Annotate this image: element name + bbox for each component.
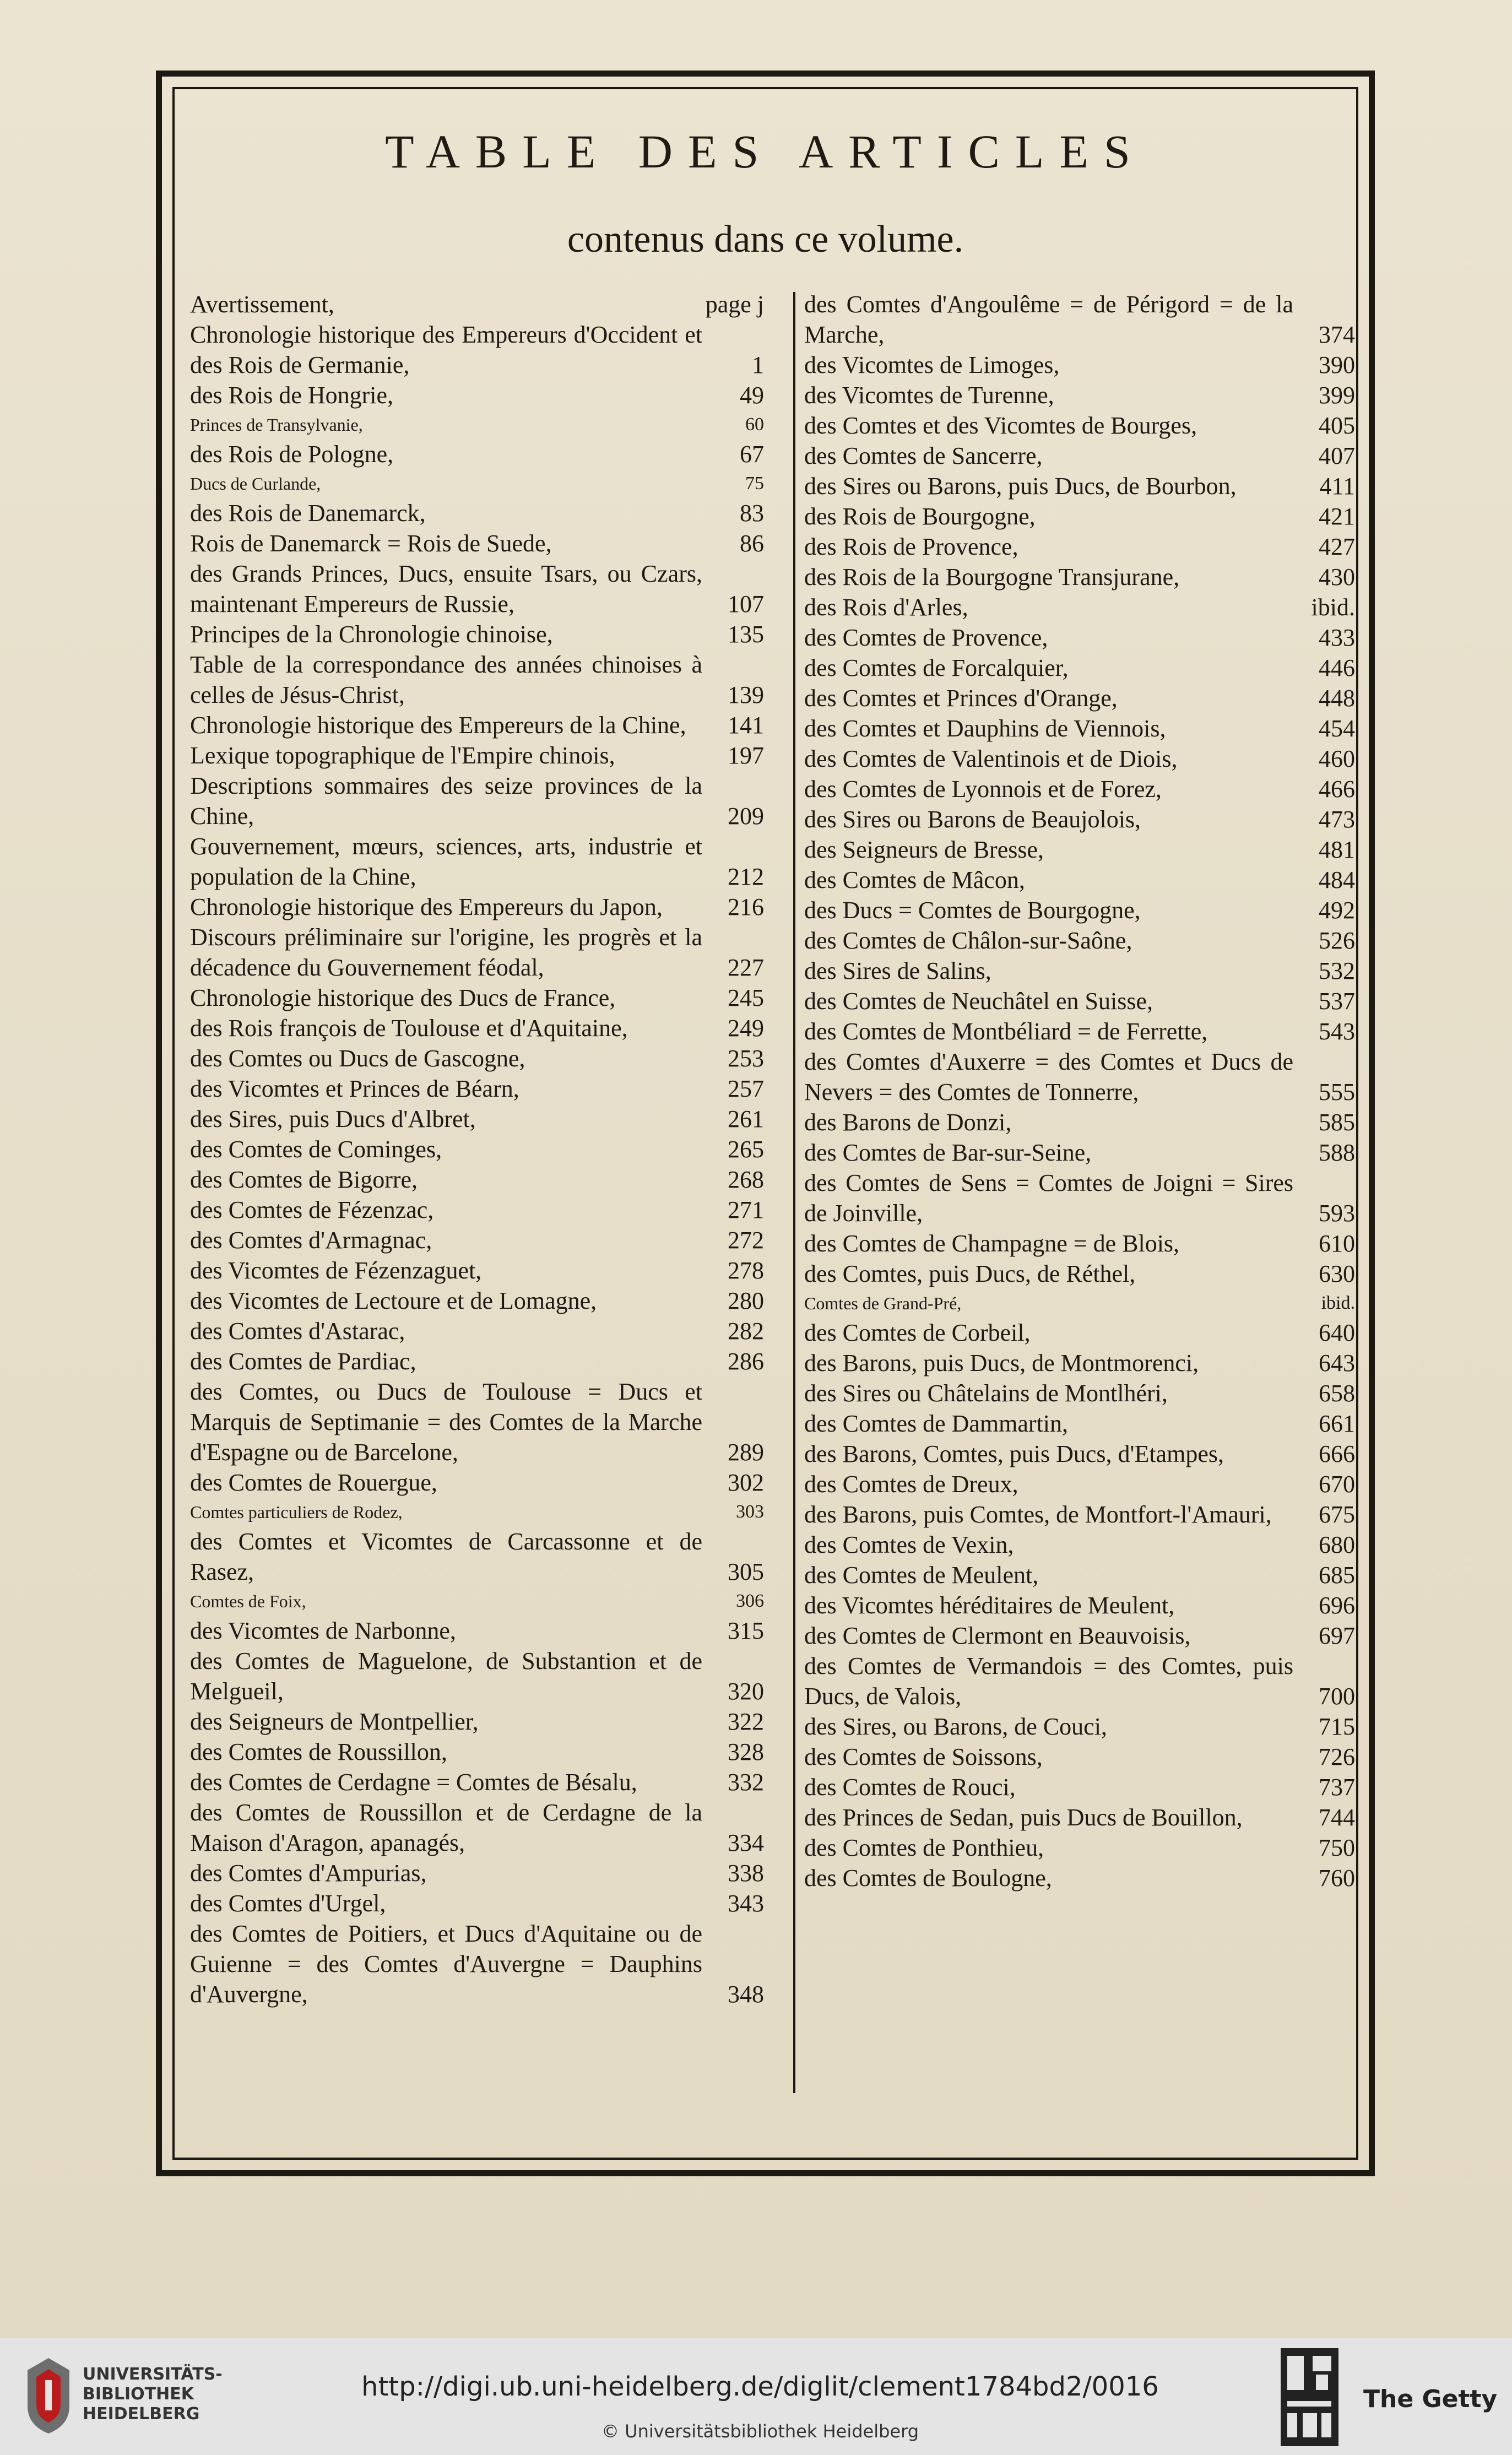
toc-entry-page: 726 [1319, 1743, 1355, 1770]
toc-entry-page: 374 [1319, 321, 1355, 348]
toc-entry [190, 1316, 764, 1346]
toc-entry-page: 332 [728, 1769, 764, 1796]
toc-entry-title: Chronologie historique des Ducs de France, [190, 984, 616, 1011]
toc-entry-page: 466 [1319, 776, 1355, 803]
toc-entry [804, 865, 1355, 895]
toc-entry [804, 380, 1355, 410]
toc-entry-page: 526 [1319, 927, 1355, 954]
toc-entry [190, 1074, 764, 1104]
permalink-url[interactable]: http://digi.ub.uni-heidelberg.de/diglit/clement1784bd2/0016 [361, 2371, 1159, 2402]
right-column [804, 289, 1355, 1893]
toc-entry-page: 272 [728, 1227, 764, 1254]
toc-entry-page: 433 [1319, 624, 1355, 651]
toc-entry-title: des Vicomtes de Narbonne, [190, 1617, 456, 1644]
toc-entry-page: 407 [1319, 442, 1355, 469]
toc-entry-page: 411 [1319, 473, 1355, 500]
toc-entry-page: 216 [728, 893, 764, 920]
toc-entry-page: 305 [728, 1558, 764, 1585]
toc-entry-title: des Comtes de Poitiers, et Ducs d'Aquitaine ou de Guienne = des Comtes d'Auvergne = Dauphins d'Auvergne, [190, 1920, 702, 2008]
toc-entry [190, 1164, 764, 1195]
toc-entry-title: Princes de Transylvanie, [190, 415, 363, 435]
toc-entry [190, 1706, 764, 1737]
toc-entry-title: Comtes de Grand-Pré, [804, 1293, 962, 1313]
toc-entry-page: 405 [1319, 412, 1355, 439]
toc-entry-title: des Comtes de Maguelone, de Substantion et de Melgueil, [190, 1647, 702, 1705]
toc-entry [804, 1863, 1355, 1893]
toc-entry [190, 1043, 764, 1074]
toc-entry-page: 282 [728, 1318, 764, 1345]
toc-entry [190, 1797, 764, 1858]
toc-entry-title: des Comtes de Fézenzac, [190, 1196, 434, 1223]
toc-entry-title: des Comtes d'Ampurias, [190, 1860, 427, 1887]
toc-entry-title: des Vicomtes de Fézenzaguet, [190, 1257, 482, 1284]
toc-entry [804, 683, 1355, 713]
toc-entry-title: des Vicomtes et Princes de Béarn, [190, 1075, 519, 1102]
toc-entry [804, 1348, 1355, 1378]
toc-entry [804, 562, 1355, 592]
toc-entry-title: des Comtes de Cerdagne = Comtes de Bésalu, [190, 1769, 637, 1796]
toc-entry-page: 139 [728, 681, 764, 708]
toc-entry-title: des Rois de Pologne, [190, 441, 394, 468]
toc-entry [190, 649, 764, 710]
toc-entry-page: 261 [728, 1105, 764, 1132]
toc-entry-title: des Comtes de Bar-sur-Seine, [804, 1139, 1092, 1166]
toc-entry-page: 630 [1319, 1260, 1355, 1287]
toc-entry [804, 471, 1355, 501]
toc-entry-page: 737 [1319, 1774, 1355, 1801]
toc-entry [804, 1289, 1355, 1318]
toc-entry-title: des Comtes de Lyonnois et de Forez, [804, 776, 1162, 803]
toc-entry-page: 588 [1319, 1139, 1355, 1166]
toc-entry [804, 834, 1355, 865]
toc-entry [804, 350, 1355, 380]
left-column [190, 289, 764, 2009]
toc-entry [804, 1107, 1355, 1137]
toc-entry-page: 343 [728, 1890, 764, 1917]
toc-entry [190, 1858, 764, 1888]
getty-logo-icon [1281, 2348, 1338, 2446]
toc-entry-page: 107 [728, 590, 764, 617]
toc-entry-page: 675 [1319, 1501, 1355, 1528]
toc-entry [804, 501, 1355, 532]
toc-entry [190, 892, 764, 922]
toc-entry-title: des Comtes de Boulogne, [804, 1865, 1052, 1892]
toc-entry-title: des Comtes d'Astarac, [190, 1318, 405, 1345]
toc-entry-page: 322 [728, 1708, 764, 1735]
toc-entry [804, 653, 1355, 683]
toc-entry [190, 619, 764, 649]
toc-entry-page: 268 [728, 1166, 764, 1193]
toc-entry [804, 1016, 1355, 1047]
toc-entry-title: des Comtes et Princes d'Orange, [804, 685, 1118, 712]
toc-entry [804, 1259, 1355, 1289]
toc-entry [804, 1137, 1355, 1168]
toc-entry-title: des Barons, Comtes, puis Ducs, d'Etampes, [804, 1440, 1224, 1467]
toc-entry [804, 1378, 1355, 1408]
toc-entry-title: des Comtes de Dammartin, [804, 1410, 1069, 1437]
toc-entry-title: des Comtes de Valentinois et de Diois, [804, 745, 1178, 772]
toc-entry-title: des Barons de Donzi, [804, 1109, 1012, 1136]
toc-entry-title: des Sires de Salins, [804, 957, 991, 984]
toc-entry-page: 302 [728, 1469, 764, 1496]
toc-entry [190, 1587, 764, 1616]
toc-entry-page: 697 [1319, 1622, 1355, 1649]
toc-entry-page: 257 [728, 1075, 764, 1102]
toc-entry-title: des Barons, puis Comtes, de Montfort-l'Amauri, [804, 1501, 1272, 1528]
toc-entry-page: 320 [728, 1678, 764, 1705]
toc-entry-page: 666 [1319, 1440, 1355, 1467]
toc-entry [804, 1530, 1355, 1560]
toc-entry-title: des Comtes de Roussillon et de Cerdagne de la Maison d'Aragon, apanagés, [190, 1799, 702, 1856]
university-seal-icon [21, 2354, 76, 2436]
toc-entry-page: 610 [1319, 1230, 1355, 1257]
toc-entry-title: des Comtes d'Urgel, [190, 1890, 386, 1917]
toc-entry [804, 1228, 1355, 1259]
toc-entry-title: des Comtes de Montbéliard = de Ferrette, [804, 1018, 1208, 1045]
toc-entry-page: 280 [728, 1287, 764, 1314]
toc-entry [190, 1104, 764, 1134]
toc-entry [804, 1047, 1355, 1107]
toc-entry-title: des Sires, puis Ducs d'Albret, [190, 1105, 476, 1132]
toc-entry-page: 306 [736, 1591, 764, 1611]
toc-entry-page: 700 [1319, 1683, 1355, 1710]
toc-entry-page: 640 [1319, 1319, 1355, 1346]
institution-name: UNIVERSITÄTS- BIBLIOTHEK HEIDELBERG [83, 2365, 223, 2424]
toc-entry-page: 289 [728, 1439, 764, 1466]
toc-entry-page: 448 [1319, 685, 1355, 712]
toc-entry-page: 696 [1319, 1592, 1355, 1619]
toc-entry [804, 1560, 1355, 1590]
toc-entry-page: 141 [728, 712, 764, 739]
toc-entry [190, 710, 764, 740]
toc-entry-title: des Vicomtes héréditaires de Meulent, [804, 1592, 1175, 1619]
toc-entry-title: des Vicomtes de Lectoure et de Lomagne, [190, 1287, 597, 1314]
toc-entry-title: des Comtes de Dreux, [804, 1471, 1018, 1498]
toc-entry-title: Principes de la Chronologie chinoise, [190, 621, 553, 648]
toc-entry-title: Comtes particuliers de Rodez, [190, 1502, 403, 1522]
toc-entry-page: 430 [1319, 563, 1355, 590]
toc-entry-title: des Grands Princes, Ducs, ensuite Tsars, ou Czars, maintenant Empereurs de Russie, [190, 560, 702, 617]
toc-entry [804, 1318, 1355, 1348]
toc-entry [804, 895, 1355, 925]
toc-entry [190, 740, 764, 771]
toc-entry-title: Gouvernement, mœurs, sciences, arts, industrie et population de la Chine, [190, 833, 702, 890]
toc-entry [190, 319, 764, 380]
toc-entry-page: 421 [1319, 503, 1355, 530]
toc-entry [804, 1469, 1355, 1499]
toc-entry-page: 658 [1319, 1380, 1355, 1407]
toc-entry-title: Chronologie historique des Empereurs d'Occident et des Rois de Germanie, [190, 321, 702, 378]
toc-entry [190, 1286, 764, 1316]
toc-entry [804, 1408, 1355, 1439]
toc-entry [190, 983, 764, 1013]
toc-entry [804, 1590, 1355, 1621]
toc-entry [190, 410, 764, 439]
toc-entry-title: Discours préliminaire sur l'origine, les progrès et la décadence du Gouvernement féodal, [190, 924, 702, 981]
toc-entry-page: 680 [1319, 1531, 1355, 1558]
toc-entry-page: 670 [1319, 1471, 1355, 1498]
toc-entry [190, 1467, 764, 1498]
toc-entry [190, 1737, 764, 1767]
toc-entry-title: des Comtes, puis Ducs, de Réthel, [804, 1260, 1136, 1287]
toc-entry-page: 209 [728, 803, 764, 830]
toc-entry-title: des Sires, ou Barons, de Couci, [804, 1713, 1107, 1740]
toc-entry [804, 804, 1355, 834]
toc-entry [804, 1802, 1355, 1833]
toc-entry-title: Descriptions sommaires des seize provinces de la Chine, [190, 772, 702, 830]
toc-entry-page: 67 [740, 441, 764, 468]
toc-entry-title: des Comtes et Dauphins de Viennois, [804, 715, 1166, 742]
toc-entry-page: 399 [1319, 382, 1355, 409]
toc-entry [190, 922, 764, 983]
toc-entry [190, 1346, 764, 1376]
toc-entry-page: 537 [1319, 988, 1355, 1015]
toc-entry [190, 1616, 764, 1646]
toc-entry-title: des Comtes de Bigorre, [190, 1166, 418, 1193]
toc-entry-title: des Comtes de Clermont en Beauvoisis, [804, 1622, 1191, 1649]
toc-entry-page: 715 [1319, 1713, 1355, 1740]
toc-entry-page: 543 [1319, 1018, 1355, 1045]
toc-entry [190, 528, 764, 559]
toc-entry-title: des Comtes ou Ducs de Gascogne, [190, 1045, 525, 1072]
toc-entry-title: des Comtes de Provence, [804, 624, 1048, 651]
toc-entry-page: 685 [1319, 1562, 1355, 1589]
toc-entry-title: des Comtes de Mâcon, [804, 866, 1025, 893]
toc-entry-page: 484 [1319, 866, 1355, 893]
toc-entry-page: 473 [1319, 806, 1355, 833]
toc-entry-page: 135 [728, 621, 764, 648]
toc-entry-title: des Rois de Hongrie, [190, 382, 394, 409]
page-title: TABLE DES ARTICLES [385, 125, 1146, 178]
toc-entry [804, 289, 1355, 350]
toc-entry-title: des Comtes d'Armagnac, [190, 1227, 432, 1254]
toc-entry-title: des Comtes d'Auxerre = des Comtes et Ducs de Nevers = des Comtes de Tonnerre, [804, 1048, 1293, 1105]
toc-entry-title: des Comtes de Soissons, [804, 1743, 1043, 1770]
toc-entry-title: des Rois de Bourgogne, [804, 503, 1036, 530]
toc-entry-page: 585 [1319, 1109, 1355, 1136]
toc-entry-page: ibid. [1311, 594, 1355, 621]
toc-entry [804, 1439, 1355, 1469]
toc-entry [190, 498, 764, 528]
toc-entry-title: des Comtes de Vermandois = des Comtes, puis Ducs, de Valois, [804, 1652, 1293, 1710]
toc-entry-title: des Sires ou Barons, puis Ducs, de Bourbon, [804, 473, 1237, 500]
toc-entry-page: page j [705, 291, 764, 318]
toc-entry-title: des Rois d'Arles, [804, 594, 968, 621]
toc-entry-title: des Comtes de Sens = Comtes de Joigni = Sires de Joinville, [804, 1169, 1293, 1227]
toc-entry [190, 289, 764, 319]
toc-entry-title: des Seigneurs de Montpellier, [190, 1708, 479, 1735]
toc-entry-title: des Comtes de Cominges, [190, 1136, 442, 1163]
toc-entry-title: des Comtes de Corbeil, [804, 1319, 1031, 1346]
toc-entry [804, 1742, 1355, 1772]
toc-entry-title: des Vicomtes de Limoges, [804, 351, 1060, 378]
toc-entry-page: 328 [728, 1738, 764, 1765]
toc-entry-title: des Seigneurs de Bresse, [804, 836, 1044, 863]
toc-entry [190, 1255, 764, 1286]
toc-entry-page: 460 [1319, 745, 1355, 772]
page-subtitle: contenus dans ce volume. [567, 218, 964, 261]
toc-entry-title: Table de la correspondance des années chinoises à celles de Jésus-Christ, [190, 651, 702, 708]
toc-entry [804, 592, 1355, 622]
toc-entry [190, 831, 764, 892]
toc-entry-title: des Comtes de Châlon-sur-Saône, [804, 927, 1132, 954]
toc-entry-title: des Vicomtes de Turenne, [804, 382, 1054, 409]
toc-entry [190, 1888, 764, 1919]
toc-entry-title: des Barons, puis Ducs, de Montmorenci, [804, 1350, 1199, 1376]
toc-entry-title: Lexique topographique de l'Empire chinois, [190, 742, 615, 769]
toc-entry [190, 559, 764, 619]
toc-entry-page: 286 [728, 1348, 764, 1375]
toc-entry [804, 986, 1355, 1016]
toc-entry [804, 713, 1355, 744]
toc-entry-title: des Ducs = Comtes de Bourgogne, [804, 897, 1141, 924]
toc-entry-title: Rois de Danemarck = Rois de Suede, [190, 530, 552, 557]
toc-entry-page: 278 [728, 1257, 764, 1284]
toc-entry-title: des Rois de Danemarck, [190, 500, 426, 527]
toc-entry-page: 1 [752, 351, 764, 378]
toc-entry-title: des Comtes de Champagne = de Blois, [804, 1230, 1180, 1257]
toc-entry [190, 469, 764, 498]
toc-entry [804, 744, 1355, 774]
toc-entry-page: 481 [1319, 836, 1355, 863]
toc-entry-title: des Comtes de Pardiac, [190, 1348, 416, 1375]
toc-entry [804, 441, 1355, 471]
toc-entry-title: des Comtes de Vexin, [804, 1531, 1014, 1558]
toc-entry [804, 1833, 1355, 1863]
toc-entry-page: 303 [736, 1502, 764, 1522]
toc-entry-title: des Comtes de Sancerre, [804, 442, 1043, 469]
toc-entry-title: des Sires ou Barons de Beaujolois, [804, 806, 1141, 833]
toc-entry-title: des Comtes d'Angoulême = de Périgord = de la Marche, [804, 291, 1293, 348]
toc-entry-title: Avertissement, [190, 291, 334, 318]
toc-entry-page: 49 [740, 382, 764, 409]
toc-entry [190, 439, 764, 469]
toc-entry-page: 227 [728, 954, 764, 981]
toc-entry [190, 1646, 764, 1706]
toc-entry-title: des Comtes et Vicomtes de Carcassonne et de Rasez, [190, 1528, 702, 1585]
toc-entry [804, 925, 1355, 956]
toc-entry-page: 212 [728, 863, 764, 890]
toc-entry [804, 774, 1355, 804]
toc-entry-page: 744 [1319, 1804, 1355, 1831]
toc-entry-page: 75 [745, 473, 764, 494]
toc-entry-title: des Comtes de Meulent, [804, 1562, 1039, 1589]
toc-entry-title: des Comtes de Roussillon, [190, 1738, 447, 1765]
toc-entry [804, 1499, 1355, 1530]
toc-entry [804, 622, 1355, 653]
toc-entry [190, 771, 764, 831]
toc-entry-page: 427 [1319, 533, 1355, 560]
toc-entry-title: des Princes de Sedan, puis Ducs de Bouillon, [804, 1804, 1243, 1831]
toc-entry-page: ibid. [1321, 1293, 1355, 1313]
toc-entry [190, 1013, 764, 1043]
toc-entry-page: 86 [740, 530, 764, 557]
toc-entry [804, 1168, 1355, 1228]
column-divider [793, 292, 795, 2093]
toc-entry-title: des Sires ou Châtelains de Montlhéri, [804, 1380, 1168, 1407]
toc-entry-title: des Comtes, ou Ducs de Toulouse = Ducs et Marquis de Septimanie = des Comtes de la Marche d'Espagne ou de Barcelone, [190, 1378, 702, 1466]
toc-entry-title: des Comtes de Forcalquier, [804, 654, 1069, 681]
toc-entry-page: 492 [1319, 897, 1355, 924]
toc-entry [804, 1651, 1355, 1711]
toc-entry-title: des Rois de la Bourgogne Transjurane, [804, 563, 1180, 590]
toc-entry [190, 380, 764, 410]
partner-name: The Getty [1363, 2385, 1498, 2413]
toc-entry-page: 750 [1319, 1834, 1355, 1861]
toc-entry-page: 197 [728, 742, 764, 769]
toc-entry [804, 410, 1355, 441]
toc-entry-title: Ducs de Curlande, [190, 474, 321, 494]
footer-bar [0, 2338, 1512, 2455]
toc-entry [190, 1376, 764, 1467]
toc-entry-page: 390 [1319, 351, 1355, 378]
toc-entry-title: Chronologie historique des Empereurs de la Chine, [190, 712, 686, 739]
toc-entry-title: des Comtes et des Vicomtes de Bourges, [804, 412, 1197, 439]
toc-entry-page: 555 [1319, 1079, 1355, 1105]
toc-entry-page: 245 [728, 984, 764, 1011]
toc-entry-page: 532 [1319, 957, 1355, 984]
toc-entry-page: 249 [728, 1015, 764, 1042]
toc-entry-title: des Comtes de Rouci, [804, 1774, 1016, 1801]
toc-entry [190, 1498, 764, 1526]
toc-entry-page: 593 [1319, 1200, 1355, 1227]
toc-entry-page: 83 [740, 500, 764, 527]
toc-entry-title: des Comtes de Ponthieu, [804, 1834, 1044, 1861]
toc-entry-title: des Comtes de Neuchâtel en Suisse, [804, 988, 1153, 1015]
toc-entry [190, 1134, 764, 1164]
toc-entry [190, 1767, 764, 1797]
toc-entry-page: 265 [728, 1136, 764, 1163]
toc-entry [190, 1225, 764, 1255]
toc-entry-page: 661 [1319, 1410, 1355, 1437]
toc-entry [804, 1711, 1355, 1742]
toc-entry-page: 446 [1319, 654, 1355, 681]
toc-entry-page: 253 [728, 1045, 764, 1072]
toc-entry-page: 643 [1319, 1350, 1355, 1376]
toc-entry-page: 60 [745, 414, 764, 435]
copyright-text: © Universitätsbibliothek Heidelberg [601, 2421, 919, 2442]
toc-entry-page: 348 [728, 1981, 764, 2008]
toc-entry [804, 1772, 1355, 1802]
toc-entry-page: 760 [1319, 1865, 1355, 1892]
toc-entry-title: Comtes de Foix, [190, 1591, 306, 1611]
toc-entry-page: 454 [1319, 715, 1355, 742]
toc-entry [190, 1526, 764, 1587]
toc-entry-title: des Rois françois de Toulouse et d'Aquitaine, [190, 1015, 628, 1042]
toc-entry-title: Chronologie historique des Empereurs du Japon, [190, 893, 663, 920]
toc-entry [190, 1919, 764, 2009]
toc-entry [190, 1195, 764, 1225]
toc-entry-page: 338 [728, 1860, 764, 1887]
toc-entry-page: 271 [728, 1196, 764, 1223]
toc-entry [804, 956, 1355, 986]
toc-entry [804, 532, 1355, 562]
toc-entry-page: 315 [728, 1617, 764, 1644]
toc-entry-title: des Comtes de Rouergue, [190, 1469, 437, 1496]
toc-entry-title: des Rois de Provence, [804, 533, 1018, 560]
toc-entry-page: 334 [728, 1829, 764, 1856]
toc-entry [804, 1621, 1355, 1651]
